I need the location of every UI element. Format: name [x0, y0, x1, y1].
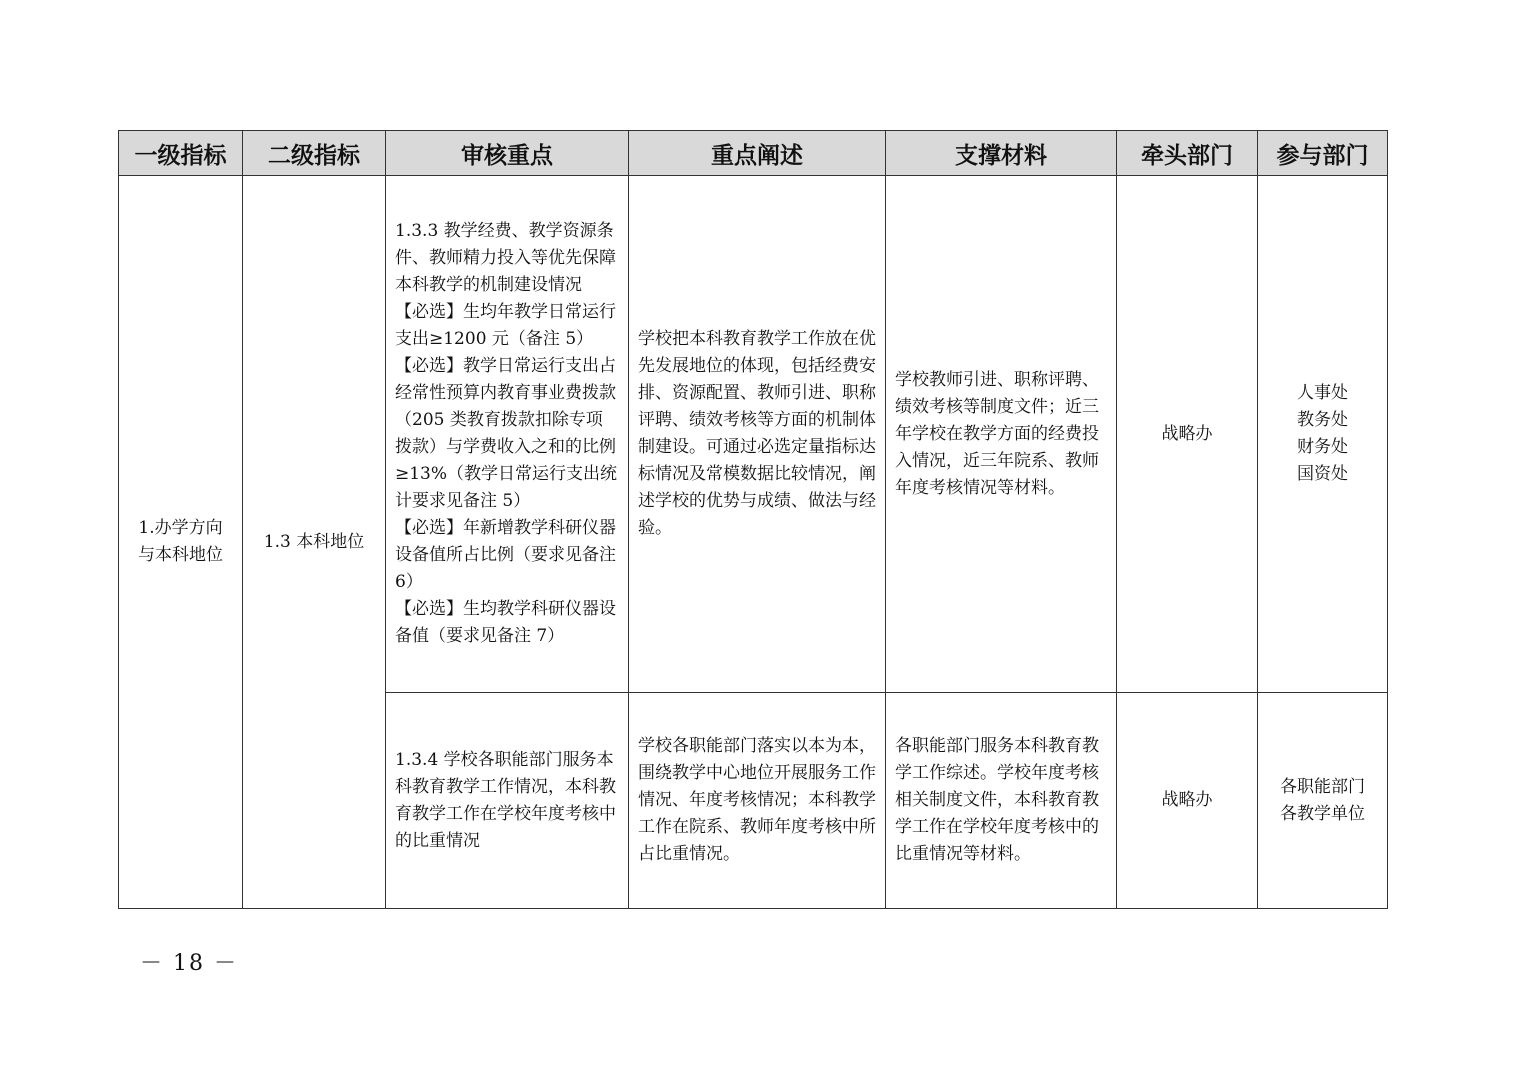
header-materials: 支撑材料 [886, 131, 1117, 176]
table-header-row [119, 131, 1388, 176]
review-focus-cell [386, 693, 629, 909]
review-line: 【必选】教学日常运行支出占经常性预算内教育事业费拨款（205 类教育拨款扣除专项拨款）与学费收入之和的比例≥13%（教学日常运行支出统计要求见备注 5） [395, 356, 618, 511]
participant-dept: 国资处 [1297, 464, 1348, 484]
header-elaboration: 重点阐述 [629, 131, 886, 176]
page-number: － 18 － [140, 951, 238, 976]
level1-cell: 1.办学方向与本科地位 [119, 176, 243, 909]
participant-dept: 财务处 [1297, 437, 1348, 457]
header-level2: 二级指标 [243, 131, 386, 176]
lead-dept-cell: 战略办 [1117, 693, 1258, 909]
header-level1: 一级指标 [119, 131, 243, 176]
participant-dept: 教务处 [1297, 410, 1348, 430]
participant-dept: 各教学单位 [1280, 803, 1365, 824]
review-line: 【必选】生均教学科研仪器设备值（要求见备注 7） [395, 599, 616, 646]
header-participant-dept: 参与部门 [1258, 131, 1388, 176]
materials-cell: 学校教师引进、职称评聘、绩效考核等制度文件；近三年学校在教学方面的经费投入情况，近三年院系、教师年度考核情况等材料。 [886, 176, 1117, 693]
materials-cell: 各职能部门服务本科教育教学工作综述。学校年度考核相关制度文件，本科教育教学工作在学校年度考核中的比重情况等材料。 [886, 693, 1117, 909]
review-focus-cell [386, 176, 629, 693]
header-lead-dept: 牵头部门 [1117, 131, 1258, 176]
header-review-focus: 审核重点 [386, 131, 629, 176]
level2-cell: 1.3 本科地位 [243, 176, 386, 909]
review-line: 1.3.3 教学经费、教学资源条件、教师精力投入等优先保障本科教学的机制建设情况 [395, 221, 616, 295]
participant-dept-cell [1258, 176, 1388, 693]
review-line: 【必选】年新增教学科研仪器设备值所占比例（要求见备注 6） [395, 518, 616, 592]
audit-indicator-table [118, 130, 1388, 909]
elaboration-cell: 学校把本科教育教学工作放在优先发展地位的体现，包括经费安排、资源配置、教师引进、职称评聘、绩效考核等方面的机制体制建设。可通过必选定量指标达标情况及常模数据比较情况，阐述学校的优势与成绩、做法与经验。 [629, 176, 886, 693]
review-line: 【必选】生均年教学日常运行支出≥1200 元（备注 5） [395, 302, 616, 349]
participant-dept-cell [1258, 693, 1388, 909]
review-line: 1.3.4 学校各职能部门服务本科教育教学工作情况，本科教育教学工作在学校年度考核中的比重情况 [395, 749, 616, 851]
participant-dept: 人事处 [1297, 383, 1348, 403]
participant-dept: 各职能部门 [1280, 776, 1365, 797]
lead-dept-cell: 战略办 [1117, 176, 1258, 693]
table-row [119, 176, 1388, 693]
elaboration-cell: 学校各职能部门落实以本为本，围绕教学中心地位开展服务工作情况、年度考核情况；本科教学工作在院系、教师年度考核中所占比重情况。 [629, 693, 886, 909]
